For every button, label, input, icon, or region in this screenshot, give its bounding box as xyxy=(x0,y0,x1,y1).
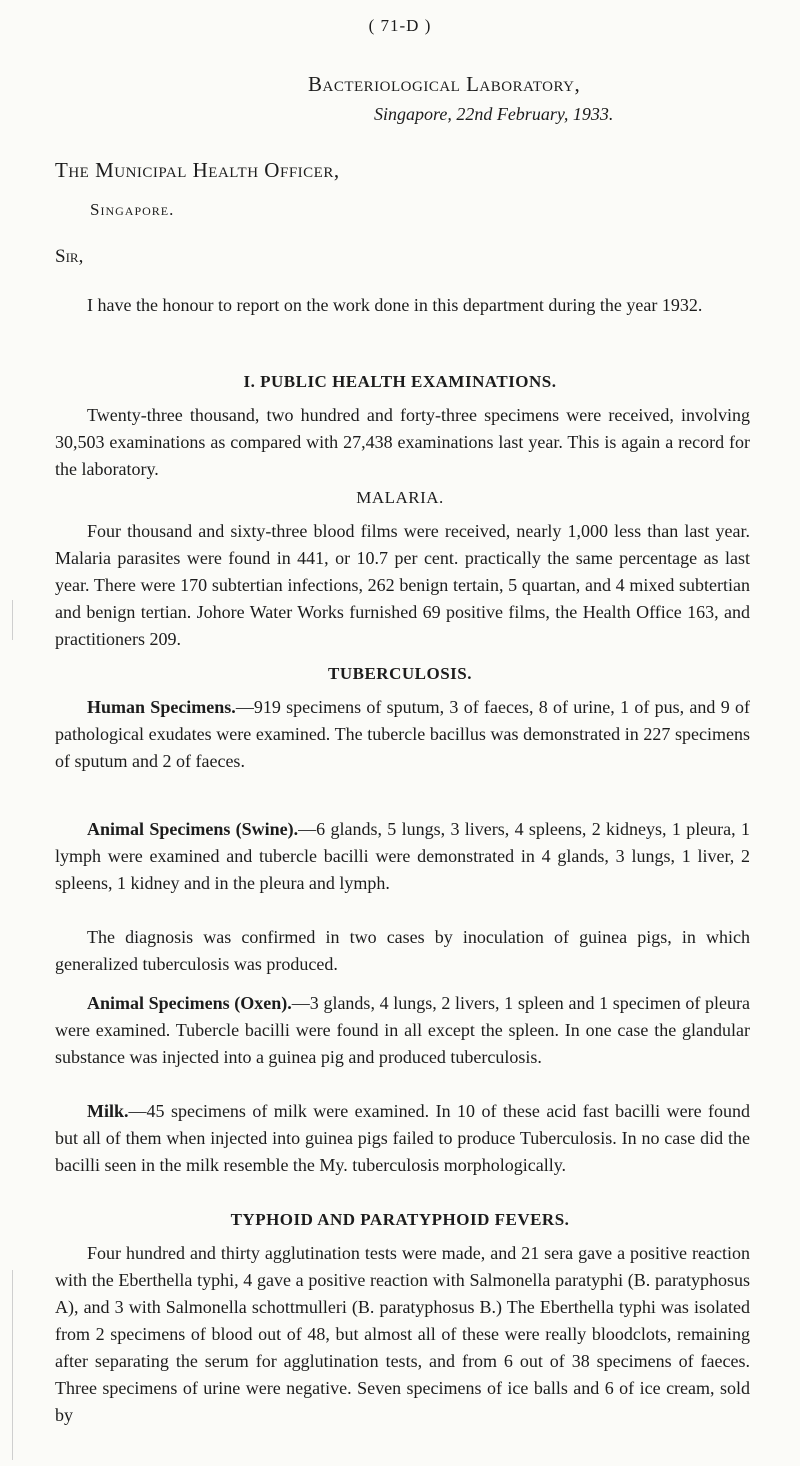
swine-specimens-lead: Animal Specimens (Swine). xyxy=(87,819,299,839)
milk-paragraph xyxy=(55,1098,750,1179)
section-heading-public-health: I. PUBLIC HEALTH EXAMINATIONS. xyxy=(243,372,557,391)
intro-paragraph: I have the honour to report on the work done in this department during the year 1932. xyxy=(87,295,703,315)
typhoid-paragraph: Four hundred and thirty agglutination tests were made, and 21 sera gave a positive reaction with the Eberthella typhi, 4 gave a positive reaction with Salmonella paratyphi (B. paratyphosus A), and 3 with Salmonella schottmulleri (B. paratyphosus B.) The Eberthella typhi was isolated from 2 specimens of blood out of 48, but almost all of these were really bloodclots, remaining after separating the serum for agglutination tests, and from 6 out of 38 specimens of faeces. Three specimens of urine were negative. Seven specimens of ice balls and 6 of ice cream, sold by xyxy=(55,1243,750,1425)
milk-text: —45 specimens of milk were examined. In 10 of these acid fast bacilli were found but all of them when injected into guinea pigs failed to produce Tuberculosis. In no case did the bacilli seen in the milk resemble the My. tuberculosis morphologically. xyxy=(55,1101,750,1175)
human-specimens-paragraph xyxy=(55,694,750,775)
swine-specimens-paragraph xyxy=(55,816,750,897)
oxen-specimens-lead: Animal Specimens (Oxen). xyxy=(87,993,292,1013)
section-heading-typhoid: TYPHOID AND PARATYPHOID FEVERS. xyxy=(230,1210,570,1229)
scan-margin-mark xyxy=(12,1270,13,1460)
letter-date: Singapore, 22nd February, 1933. xyxy=(374,104,614,124)
human-specimens-lead: Human Specimens. xyxy=(87,697,236,717)
oxen-specimens-text: —3 glands, 4 lungs, 2 livers, 1 spleen and 1 specimen of pleura were examined. Tubercle bacilli were found in all except the spleen. In one case the glandular substance was injected into a guinea pig and produced tuberculosis. xyxy=(55,993,750,1067)
addressee-title: The Municipal Health Officer, xyxy=(55,158,340,182)
public-health-paragraph: Twenty-three thousand, two hundred and forty-three specimens were received, involving 30,503 examinations as compared with 27,438 examinations last year. This is again a record for the laboratory. xyxy=(55,405,750,479)
section-heading-malaria: MALARIA. xyxy=(356,488,444,507)
milk-lead: Milk. xyxy=(87,1101,129,1121)
malaria-paragraph: Four thousand and sixty-three blood films were received, nearly 1,000 less than last year. Malaria parasites were found in 441, or 10.7 per cent. practically the same percentage as last year. There were 170 subtertian infections, 262 benign tertain, 5 quartan, and 4 mixed subtertian and benign tertian. Johore Water Works furnished 69 positive films, the Health Office 163, and practitioners 209. xyxy=(55,521,750,649)
scan-margin-mark xyxy=(12,600,13,640)
swine-specimens-text: —6 glands, 5 lungs, 3 livers, 4 spleens, 2 kidneys, 1 pleura, 1 lymph were examined and tubercle bacilli were demonstrated in 4 glands, 3 lungs, 1 liver, 2 spleens, 1 kidney and in the pleura and lymph. xyxy=(55,819,750,893)
oxen-specimens-paragraph xyxy=(55,990,750,1071)
page-number: ( 71-D ) xyxy=(368,16,432,35)
section-heading-tuberculosis: TUBERCULOSIS. xyxy=(328,664,472,683)
salutation: Sir, xyxy=(55,246,84,267)
human-specimens-text: —919 specimens of sputum, 3 of faeces, 8 of urine, 1 of pus, and 9 of pathological exudates were examined. The tubercle bacillus was demonstrated in 227 specimens of sputum and 2 of faeces. xyxy=(55,697,750,771)
laboratory-name: Bacteriological Laboratory, xyxy=(308,72,581,96)
diagnosis-paragraph: The diagnosis was confirmed in two cases by inoculation of guinea pigs, in which generalized tuberculosis was produced. xyxy=(55,927,750,974)
addressee-place: Singapore. xyxy=(90,200,175,219)
